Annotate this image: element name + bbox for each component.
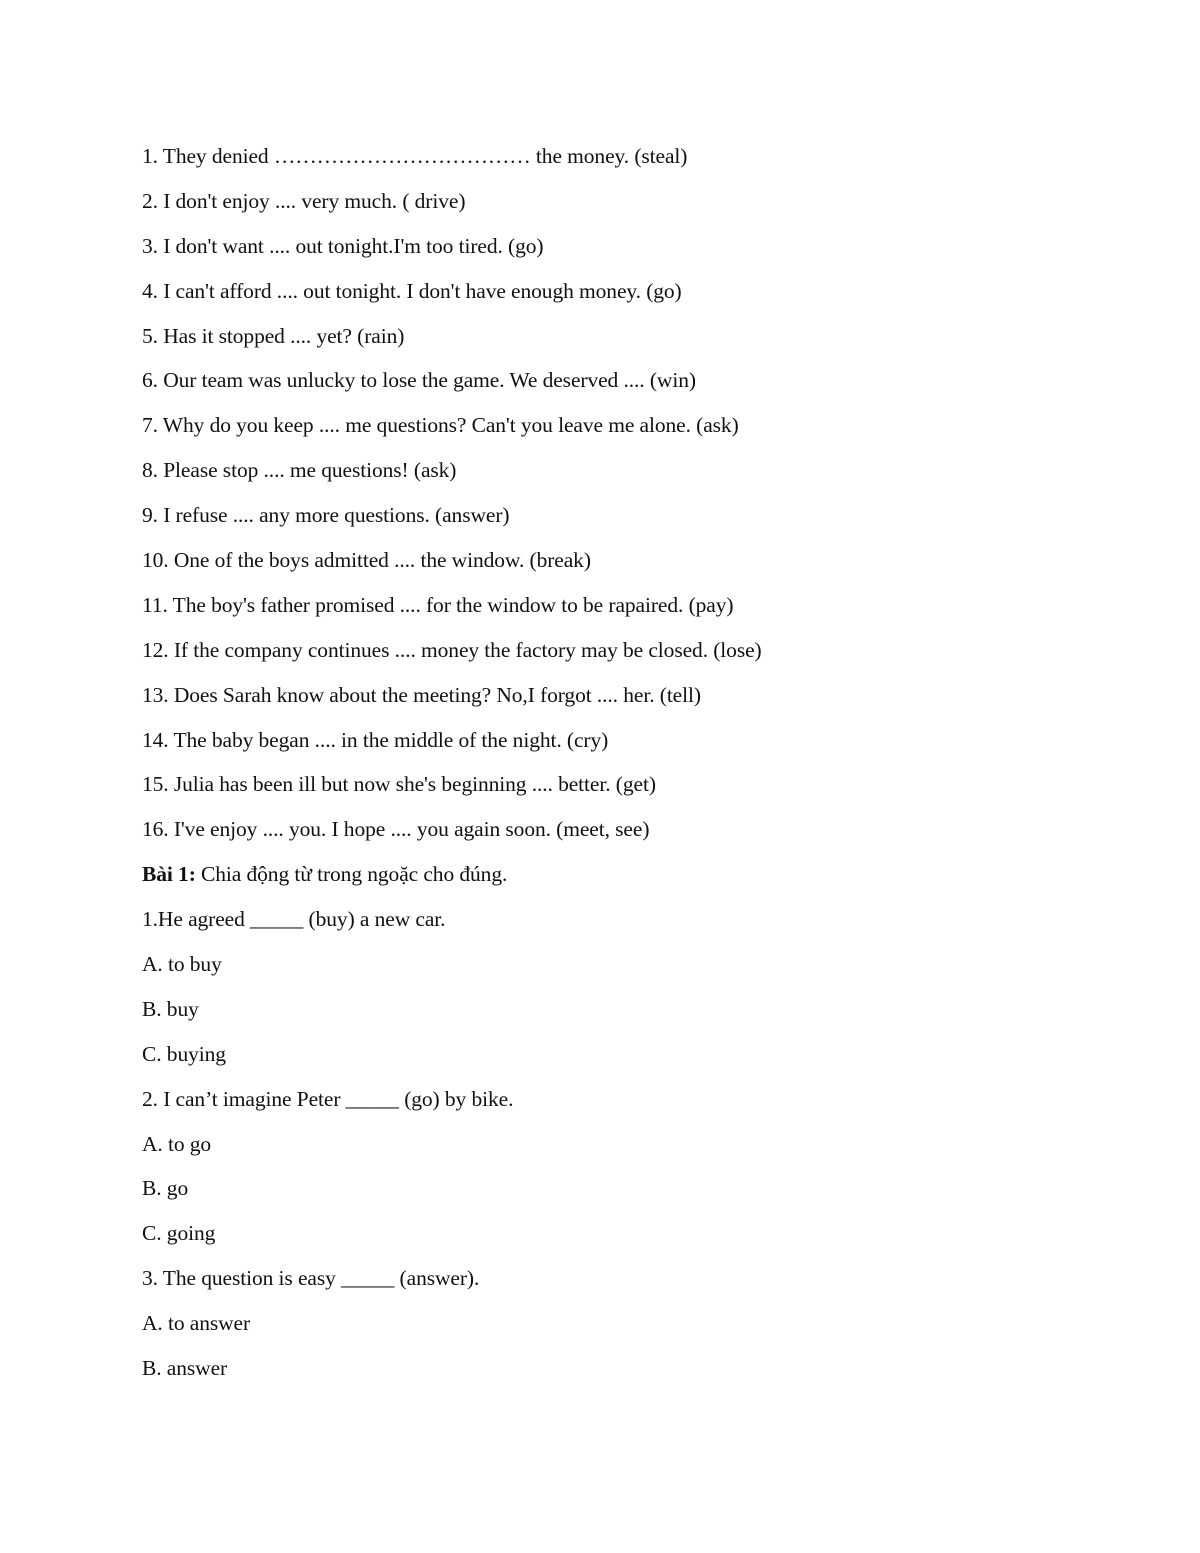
exercise-item-10: 10. One of the boys admitted .... the window. (break)	[142, 548, 591, 573]
section-heading	[142, 857, 1142, 902]
exercise-content	[142, 139, 1142, 1396]
exercise-item-11: 11. The boy's father promised .... for the window to be rapaired. (pay)	[142, 592, 734, 617]
question-1-option-a: A. to buy	[142, 952, 222, 977]
exercise-item-12: 12. If the company continues .... money the factory may be closed. (lose)	[142, 637, 762, 662]
exercise-item-6: 6. Our team was unlucky to lose the game. We deserved .... (win)	[142, 368, 696, 393]
exercise-item-7: 7. Why do you keep .... me questions? Can't you leave me alone. (ask)	[142, 413, 739, 438]
exercise-item-9: 9. I refuse .... any more questions. (answer)	[142, 503, 510, 528]
question-2-option-b: B. go	[142, 1176, 189, 1201]
exercise-item-2: 2. I don't enjoy .... very much. ( drive)	[142, 188, 466, 213]
question-3-option-b: B. answer	[142, 1356, 228, 1381]
section-heading-text: Chia động từ trong ngoặc cho đúng.	[195, 862, 508, 887]
exercise-item-5: 5. Has it stopped .... yet? (rain)	[142, 323, 405, 348]
exercise-item-4: 4. I can't afford .... out tonight. I don't have enough money. (go)	[142, 278, 682, 303]
exercise-item-13: 13. Does Sarah know about the meeting? No,I forgot .... her. (tell)	[142, 682, 701, 707]
exercise-item-14: 14. The baby began .... in the middle of the night. (cry)	[142, 727, 609, 752]
question-2-option-c: C. going	[142, 1221, 216, 1246]
exercise-item-3: 3. I don't want .... out tonight.I'm too tired. (go)	[142, 233, 544, 258]
question-1: 1.He agreed _____ (buy) a new car.	[142, 907, 446, 932]
question-3: 3. The question is easy _____ (answer).	[142, 1266, 480, 1291]
question-1-option-c: C. buying	[142, 1041, 226, 1066]
section-heading-label: Bài 1:	[142, 862, 196, 887]
exercise-item-15: 15. Julia has been ill but now she's beginning .... better. (get)	[142, 772, 656, 797]
exercise-item-1: 1. They denied ……………………………… the money. (steal)	[142, 144, 688, 168]
exercise-item-16: 16. I've enjoy .... you. I hope .... you again soon. (meet, see)	[142, 817, 650, 842]
question-2-option-a: A. to go	[142, 1131, 212, 1156]
question-1-option-b: B. buy	[142, 996, 199, 1021]
question-3-option-a: A. to answer	[142, 1311, 251, 1336]
exercise-item-8: 8. Please stop .... me questions! (ask)	[142, 458, 457, 483]
question-2: 2. I can’t imagine Peter _____ (go) by bike.	[142, 1086, 514, 1111]
